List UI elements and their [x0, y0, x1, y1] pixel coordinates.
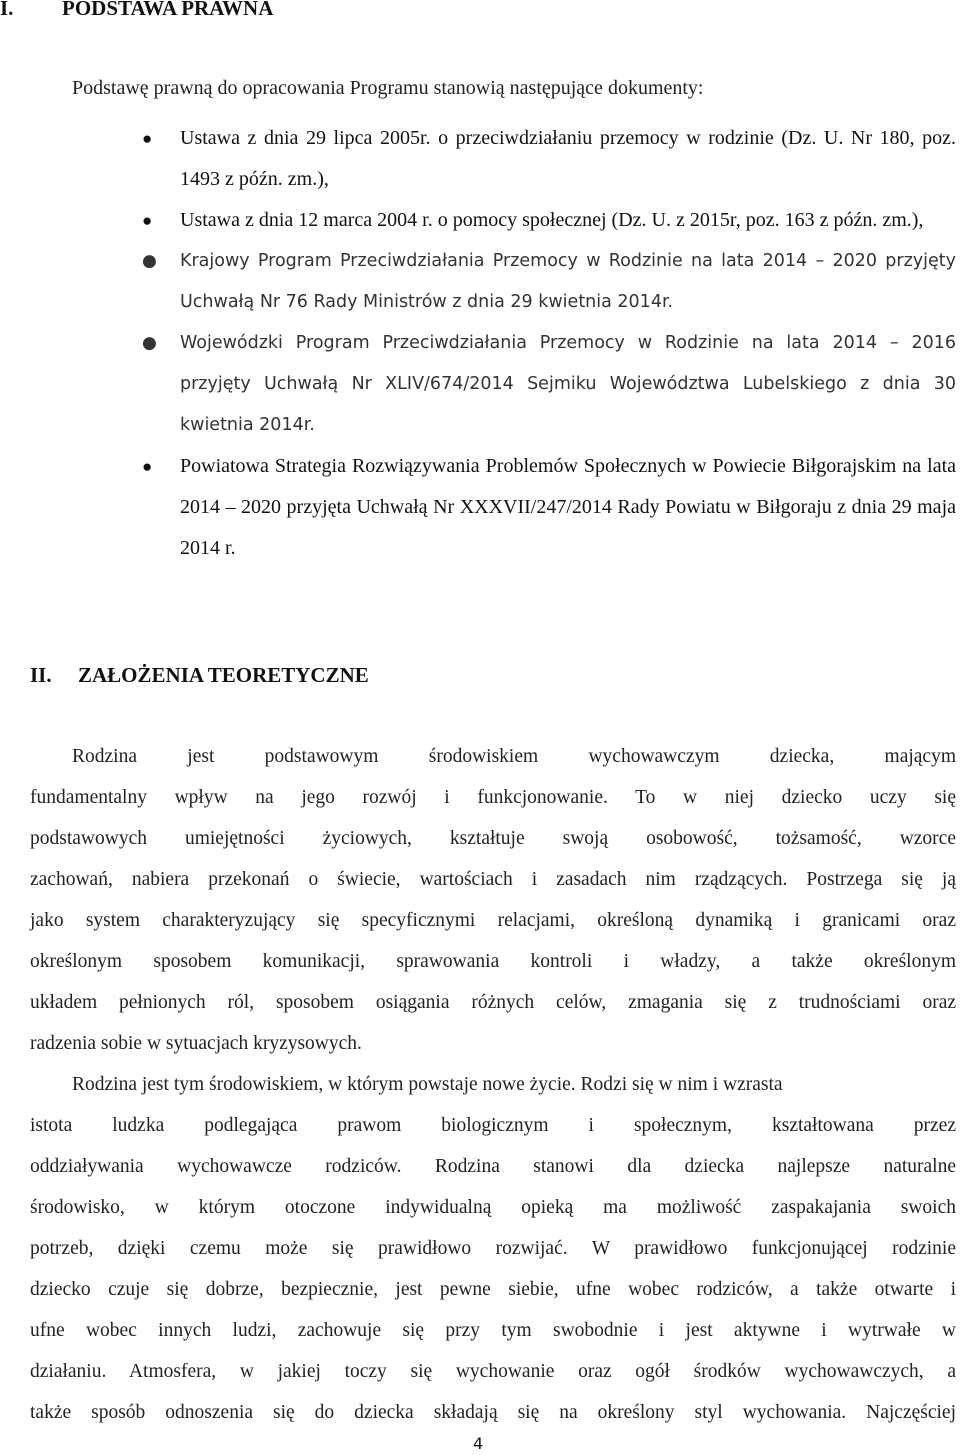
paragraph-line: ufne wobec innych ludzi, zachowuje się przy tym swobodnie i jest aktywne i wytrwałe w [30, 1320, 956, 1341]
bullet-icon: ● [142, 211, 153, 230]
paragraph-line: zachowań, nabiera przekonań o świecie, wartościach i zasadach nim rządzących. Postrzega się ją [30, 869, 956, 890]
legal-basis-intro: Podstawę prawną do opracowania Programu stanowią następujące dokumenty: [72, 77, 704, 99]
list-item [142, 446, 956, 569]
list-item [142, 241, 956, 323]
list-item [142, 118, 956, 200]
bullet-icon: ● [142, 251, 157, 271]
paragraph-line: potrzeb, dzięki czemu może się prawidłowo rozwijać. W prawidłowo funkcjonującej rodzinie [30, 1238, 956, 1259]
list-item-text: Ustawa z dnia 29 lipca 2005r. o przeciwdziałaniu przemocy w rodzinie (Dz. U. Nr 180, poz. 1493 z późn. zm.), [180, 127, 956, 190]
paragraph-line: radzenia sobie w sytuacjach kryzysowych. [30, 1033, 362, 1054]
paragraph-line: środowisko, w którym otoczone indywidualną opieką ma możliwość zaspakajania swoich [30, 1197, 956, 1218]
paragraph-line: podstawowych umiejętności życiowych, kształtuje swoją osobowość, tożsamość, wzorce [30, 828, 956, 849]
list-item-text: Powiatowa Strategia Rozwiązywania Problemów Społecznych w Powiecie Biłgorajskim na lata 2014 – 2020 przyjęta Uchwałą Nr XXXVII/247/2014 Rady Powiatu w Biłgoraju z dnia 29 maja 2014 r. [180, 455, 956, 559]
bullet-icon: ● [142, 333, 157, 353]
paragraph-line: oddziaływania wychowawcze rodziców. Rodzina stanowi dla dziecka najlepsze naturalne [30, 1156, 956, 1177]
paragraph-line: fundamentalny wpływ na jego rozwój i funkcjonowanie. To w niej dziecko uczy się [30, 787, 956, 808]
list-item-text: Ustawa z dnia 12 marca 2004 r. o pomocy społecznej (Dz. U. z 2015r, poz. 163 z późn. zm.), [180, 209, 924, 231]
legal-documents-list [142, 118, 956, 569]
paragraph-line: Rodzina jest podstawowym środowiskiem wychowawczym dziecka, mającym [72, 746, 956, 767]
paragraph-line: układem pełnionych ról, sposobem osiągania różnych celów, zmagania się z trudnościami oraz [30, 992, 956, 1013]
section-2-heading [30, 663, 630, 687]
paragraph-line: istota ludzka podlegająca prawom biologicznym i społecznym, kształtowana przez [30, 1115, 956, 1136]
paragraph-line: dziecko czuje się dobrze, bezpiecznie, jest pewne siebie, ufne wobec rodziców, a także otwarte i [30, 1279, 956, 1300]
list-item [142, 200, 956, 241]
section-1-title: PODSTAWA PRAWNA [62, 0, 274, 20]
section-2-number: II. [30, 663, 52, 687]
bullet-icon: ● [142, 457, 153, 476]
paragraph-line: Rodzina jest tym środowiskiem, w którym powstaje nowe życie. Rodzi się w nim i wzrasta [72, 1074, 783, 1095]
bullet-icon: ● [142, 129, 153, 148]
page-number: 4 [473, 1434, 484, 1453]
paragraph-family-definition [30, 736, 956, 1064]
paragraph-line: określonym sposobem komunikacji, sprawowania kontroli i władzy, a także określonym [30, 951, 956, 972]
paragraph-line: także sposób odnoszenia się do dziecka składają się na określony styl wychowania. Najczęściej [30, 1402, 956, 1423]
section-1-number: I. [0, 0, 14, 20]
section-1-heading [0, 0, 600, 20]
paragraph-line: jako system charakteryzujący się specyficznymi relacjami, określoną dynamiką i granicami oraz [30, 910, 956, 931]
list-item-text: Wojewódzki Program Przeciwdziałania Przemocy w Rodzinie na lata 2014 – 2016 przyjęty Uchwałą Nr XLIV/674/2014 Sejmiku Województwa Lubelskiego z dnia 30 kwietnia 2014r. [180, 333, 956, 435]
list-item-text: Krajowy Program Przeciwdziałania Przemocy w Rodzinie na lata 2014 – 2020 przyjęty Uchwałą Nr 76 Rady Ministrów z dnia 29 kwietnia 2014r. [180, 251, 956, 312]
paragraph-family-environment [30, 1064, 956, 1433]
list-item [142, 323, 956, 446]
section-2-title: ZAŁOŻENIA TEORETYCZNE [78, 663, 369, 687]
paragraph-line: działaniu. Atmosfera, w jakiej toczy się wychowanie oraz ogół środków wychowawczych, a [30, 1361, 956, 1382]
